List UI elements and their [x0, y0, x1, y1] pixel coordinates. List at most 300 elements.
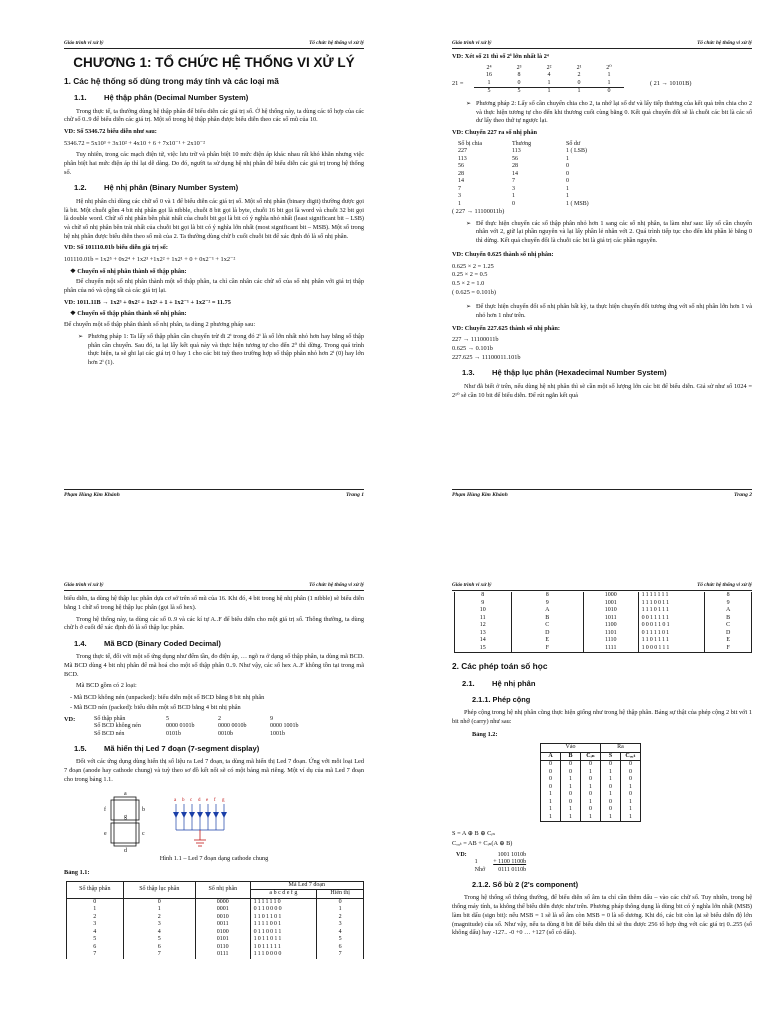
power-table	[474, 65, 624, 96]
cell: 1	[577, 88, 581, 95]
cell: 1	[621, 814, 641, 822]
seven-segment-digit-icon	[100, 791, 160, 853]
section-2-1-heading	[462, 679, 752, 689]
cell: 14	[512, 170, 518, 177]
division-result: ( 227 → 11100011b)	[452, 208, 505, 216]
cell: 1111	[583, 645, 638, 653]
example-label: VD: Số 101110.01b biểu diễn giá trị số:	[64, 244, 168, 252]
subheading: ❖ Chuyển số nhị phân thành số thập phân:	[70, 268, 364, 277]
cell: 5	[166, 715, 169, 722]
cell: 1	[601, 791, 621, 799]
column-header: B	[561, 752, 581, 761]
section-number: 1.1.	[74, 93, 87, 103]
cell: 1	[512, 193, 515, 200]
pin-label: c	[190, 797, 193, 803]
cell: 0	[566, 170, 569, 177]
cell: 5	[67, 936, 124, 944]
segment-label: f	[104, 806, 106, 813]
addition-example	[452, 852, 530, 875]
cell: 0010	[195, 914, 250, 922]
segment-label: d	[124, 847, 127, 853]
cell: 113	[512, 148, 521, 155]
chapter-title: CHƯƠNG 1: TỔ CHỨC HỆ THỐNG VI XỬ LÝ	[73, 55, 355, 71]
pin-label: b	[182, 797, 185, 803]
segment-label: c	[142, 830, 145, 837]
cell: E	[511, 637, 583, 645]
led-row	[455, 600, 752, 608]
cell: 0010b	[218, 730, 233, 737]
led-table	[66, 881, 364, 959]
section-number: 1.5.	[74, 744, 87, 754]
equation: 101110.01b = 1x2⁵ + 0x2⁴ + 1x2³ +1x2² + 1x2¹ + 0 + 0x2⁻¹ + 1x2⁻²	[64, 256, 236, 263]
cell: 10	[455, 607, 512, 615]
cell: 0000 1001b	[270, 723, 299, 730]
cell: 1000111	[638, 645, 705, 653]
cell: 2	[123, 914, 195, 922]
division-row	[454, 156, 616, 164]
division-row	[454, 163, 616, 171]
cell: 113	[458, 155, 467, 162]
example-label: VD:	[456, 851, 467, 858]
division-row	[454, 148, 616, 156]
cell: 0100	[195, 929, 250, 937]
cell: 1	[621, 806, 641, 814]
cell: 0111	[195, 951, 250, 959]
cell: 8	[455, 592, 512, 600]
cell: 1 ( MSB)	[566, 200, 589, 207]
cell: 1101	[583, 630, 638, 638]
cell: 28	[458, 170, 464, 177]
cell: 1	[561, 776, 581, 784]
cell: 56	[512, 155, 518, 162]
cell: 0011	[195, 921, 250, 929]
cell: 4	[547, 72, 551, 79]
cell: 1	[607, 72, 611, 79]
cell: 0	[564, 80, 594, 88]
section-number: 1.4.	[74, 638, 87, 648]
cell: 1010	[583, 607, 638, 615]
cell: 1011011	[250, 936, 317, 944]
pin-label: g	[222, 797, 225, 803]
remainder-row	[474, 88, 624, 96]
cell: 1	[581, 814, 601, 822]
fraction-line: 0.5 × 2 = 1.0	[452, 279, 485, 287]
cell: 1	[601, 776, 621, 784]
section-number: 2.1.	[462, 678, 475, 688]
fraction-note: ➢ Để thực hiện chuyển các số thập phân nhỏ hơn 1 sang các số nhị phân, ta làm như sau: lấy số cần chuyển nhân với 2, giữ lại phần nguyên và lại lấy phần lẻ nhân với 2. Quá trình tiếp tục cho đến khi phần lẻ bằng 0 thì dừng. Kết quả chuyển đổi là chuỗi các bit là giá trị các phần nguyên.	[468, 220, 752, 246]
section-1-heading: 1. Các hệ thống số dùng trong máy tính và các loại mã	[64, 75, 279, 86]
led-row	[455, 630, 752, 638]
cell: 9	[705, 600, 752, 608]
cell: 5	[487, 88, 491, 95]
cell: 0001101	[638, 622, 705, 630]
section-title: Hệ nhị phân (Binary Number System)	[104, 183, 239, 193]
led-header	[67, 881, 364, 890]
page-footer	[64, 489, 364, 500]
led-row	[67, 944, 364, 952]
cell: 0	[561, 769, 581, 777]
cell: 2⁰	[606, 64, 612, 71]
cell: 1000	[583, 592, 638, 600]
column-header: Cᵢₙ	[581, 752, 601, 761]
table-title: Bảng 1.1:	[64, 869, 90, 877]
led-row	[67, 936, 364, 944]
adder-group-header	[541, 744, 641, 753]
cell: A	[705, 607, 752, 615]
section-2-1-2-heading: 2.1.2. Số bù 2 (2's component)	[472, 880, 579, 890]
led-row	[67, 951, 364, 959]
paragraph: Trong thực tế, đối với một số ứng dụng như đếm tần, đo điện áp, … ngõ ra ở dạng số thập phân, ta dùng mã BCD. Mã BCD dùng 4 bit nhị phân để mã hoá cho một số thập phân 0..9. Như vậy, các số hex A..F không tồn tại trong mã BCD.	[64, 653, 364, 678]
adder-row	[541, 791, 641, 799]
cell: 2²	[546, 64, 552, 71]
equation: 5346.72 = 5x10³ + 3x10² + 4x10 + 6 + 7x10⁻¹ + 2x10⁻²	[64, 139, 205, 147]
bcd-type-list	[70, 694, 364, 712]
cell: 1110	[583, 637, 638, 645]
cell: 1011	[583, 615, 638, 623]
example-label: VD:	[64, 715, 76, 723]
list-item: - Mã BCD nén (packed): biểu diễn một số BCD bằng 4 bit nhị phân	[70, 704, 364, 713]
cell: 5	[123, 936, 195, 944]
cell: 5	[517, 88, 521, 95]
cell: 1	[594, 80, 624, 88]
header-right: Tổ chức hệ thống vi xử lý	[309, 40, 364, 46]
cell: 2	[577, 72, 581, 79]
cell: 1	[534, 80, 564, 88]
cell: 2⁴	[486, 64, 492, 71]
cell: 1	[601, 814, 621, 822]
cell: 1	[621, 799, 641, 807]
subheading: ❖ Chuyển số thập phân thành số nhị phân:	[70, 310, 364, 319]
header-right: Tổ chức hệ thống vi xử lý	[697, 40, 752, 46]
paragraph: Phép cộng trong hệ nhị phân cũng thực hiện giống như trong hệ thập phân. Bảng sự thật của phép cộng 2 bit với 1 bit nhớ (carry) như sau:	[452, 709, 752, 725]
cell: 1111001	[250, 921, 317, 929]
led-table-continued	[454, 592, 752, 653]
cell: 0	[607, 88, 611, 95]
cell: 0	[621, 791, 641, 799]
cell: 1	[123, 906, 195, 914]
paragraph: Mã BCD gồm có 2 loại:	[76, 682, 137, 690]
column-header: Số thập lục phân	[123, 881, 195, 898]
led-row	[67, 914, 364, 922]
column-header: Số dư	[566, 140, 581, 147]
seven-segment-figure	[100, 791, 364, 853]
cell: 1	[541, 791, 561, 799]
page-1	[64, 40, 364, 500]
cell: D	[511, 630, 583, 638]
cell: 16	[486, 72, 492, 79]
cell: 14	[455, 637, 512, 645]
fraction-line: 0.625 × 2 = 1.25	[452, 262, 494, 270]
figure-caption: Hình 1.1 – Led 7 đoạn dạng cathode chung	[159, 854, 269, 862]
cell: 0000 0101b	[166, 723, 195, 730]
division-row	[454, 201, 616, 209]
cell: 4	[67, 929, 124, 937]
input-group-header: Vào	[541, 744, 601, 753]
cell: 0	[621, 769, 641, 777]
mixed-line: 227.625 → 11100011.101b	[452, 353, 521, 361]
cell: 0110000	[250, 906, 317, 914]
cell: 1	[541, 806, 561, 814]
cell: 1	[561, 814, 581, 822]
bcd-table	[90, 716, 318, 739]
adder-row	[541, 784, 641, 792]
cell: 0	[601, 761, 621, 769]
cell: 0111101	[638, 630, 705, 638]
mixed-lines	[452, 336, 752, 362]
cell: 1	[541, 799, 561, 807]
section-1-2-heading	[74, 183, 364, 193]
cell: 1 ( LSB)	[566, 148, 587, 155]
section-1-5-heading	[74, 744, 364, 754]
result: ( 21 → 10101B)	[650, 79, 692, 87]
led-row	[455, 615, 752, 623]
cell: 7	[458, 185, 461, 192]
cell: 0110	[195, 944, 250, 952]
pin-label: f	[214, 797, 216, 803]
cell: 2	[218, 715, 221, 722]
cell: 56	[458, 163, 464, 170]
value-row	[474, 72, 624, 80]
cell: 1	[67, 906, 124, 914]
cell: 1	[621, 784, 641, 792]
addition-result: 0111 0110b	[498, 866, 527, 873]
column-header: Số nhị phân	[195, 881, 250, 898]
column-header: Số thập phân	[67, 881, 124, 898]
cell: 1110111	[638, 607, 705, 615]
page-header	[64, 582, 364, 591]
led-row	[455, 592, 752, 600]
cell: 14	[458, 178, 464, 185]
cell: 0	[561, 791, 581, 799]
cell: 0011111	[638, 615, 705, 623]
cell: 1001	[583, 600, 638, 608]
power-table-block	[452, 65, 752, 96]
cell: 0	[601, 806, 621, 814]
cell: 0	[601, 799, 621, 807]
bcd-example	[64, 716, 364, 739]
paragraph: Để chuyển một số thập phân thành số nhị phân, ta dùng 2 phương pháp sau:	[64, 321, 256, 329]
cell: D	[705, 630, 752, 638]
example-label: VD: Chuyển 227 ra số nhị phân	[452, 128, 538, 136]
section-title: Hệ nhị phân	[492, 678, 536, 688]
cell: 1110000	[250, 951, 317, 959]
cell: E	[705, 637, 752, 645]
method-2: ➢ Phương pháp 2: Lấy số cần chuyển chia cho 2, ta nhớ lại số dư và lấy tiếp thương của kết quả trên chia cho 2 và thực hiện tương tự cho đến khi thương cuối cùng bằng 0. Kết quả chuyển đổi sẽ là chuỗi các bit là các số dư lấy theo thứ tự ngược lại.	[468, 100, 752, 126]
column-header: Số bị chia	[458, 140, 482, 147]
bit-row	[474, 80, 624, 88]
cell: 1	[458, 200, 461, 207]
cell: 0	[581, 761, 601, 769]
cell: 0	[561, 761, 581, 769]
cell: 1101101	[250, 914, 317, 922]
cell: 3	[317, 921, 364, 929]
bcd-row	[90, 723, 318, 731]
cell: 0	[512, 200, 515, 207]
operand-b: + 1100 1100b	[493, 859, 527, 866]
cell: 1111110	[250, 898, 317, 906]
header-right: Tổ chức hệ thống vi xử lý	[309, 582, 364, 588]
cell: 2	[317, 914, 364, 922]
cell: 1001b	[270, 730, 285, 737]
cell: 1011111	[250, 944, 317, 952]
cell: 9	[270, 715, 273, 722]
cell: 1	[581, 784, 601, 792]
adder-truth-table	[540, 743, 641, 822]
segment-label: a	[124, 790, 127, 797]
division-table	[454, 141, 616, 209]
adder-row	[541, 776, 641, 784]
cell: 0	[541, 761, 561, 769]
division-row	[454, 171, 616, 179]
led-row	[455, 622, 752, 630]
example-label: VD: Chuyển 0.625 thành số nhị phân:	[452, 250, 554, 258]
cell: 0	[504, 80, 534, 88]
adder-row	[541, 799, 641, 807]
led-row	[455, 637, 752, 645]
column-header: A	[541, 752, 561, 761]
example-label: VD: Xét số 21 thì số 2ⁱ lớn nhất là 2⁴	[452, 53, 549, 61]
mixed-line: 227 → 11100011b	[452, 336, 499, 344]
cell: 1	[474, 80, 504, 88]
cell: 1101111	[638, 637, 705, 645]
cell: 4	[317, 929, 364, 937]
cell: 0	[566, 178, 569, 185]
cell: 6	[67, 944, 124, 952]
cell: 8	[705, 592, 752, 600]
pin-label: d	[198, 797, 201, 803]
cell: 13	[455, 630, 512, 638]
cell: 9	[511, 600, 583, 608]
operand-a: 1001 1010b	[497, 851, 527, 858]
cell: 11	[455, 615, 512, 623]
section-number: 1.3.	[462, 368, 475, 378]
mixed-note: ➢ Để thực hiện chuyển đổi số nhị phân bất kỳ, ta thực hiện chuyển đổi tương ứng với số nhị phân lớn hơn 1 và nhỏ hơn 1 như trên.	[468, 303, 752, 320]
example-label: VD: Số 5346.72 biểu diễn như sau:	[64, 127, 157, 135]
cell: 3	[512, 185, 515, 192]
division-row	[454, 186, 616, 194]
section-title: Mã BCD (Binary Coded Decimal)	[104, 638, 221, 648]
carry-label: Nhớ	[474, 866, 486, 873]
led-row	[455, 645, 752, 653]
cell: 15	[455, 645, 512, 653]
led-row	[67, 906, 364, 914]
cell: 1	[601, 769, 621, 777]
page-footer	[452, 489, 752, 500]
cell: 0001	[195, 906, 250, 914]
example-label: VD: Chuyển 227.625 thành số nhị phân:	[452, 324, 560, 332]
cell: Số BCD không nén	[94, 723, 141, 730]
cell: 0	[67, 898, 124, 906]
cell: 1111111	[638, 592, 705, 600]
cell: 227	[458, 148, 467, 155]
column-header: Thương	[512, 140, 532, 147]
page-header	[452, 582, 752, 591]
column-header: a b c d e f g	[250, 890, 317, 899]
cell: 0	[317, 898, 364, 906]
section-1-1-heading	[74, 93, 364, 103]
cell: 1	[317, 906, 364, 914]
cell: C	[511, 622, 583, 630]
segment-label: b	[142, 806, 145, 813]
segment-label: g	[124, 813, 127, 820]
cell: 1	[561, 784, 581, 792]
section-number: 1.2.	[74, 183, 87, 193]
footer-author: Phạm Hùng Kim Khánh	[64, 492, 120, 499]
pin-label: a	[174, 797, 177, 803]
header-left: Giáo trình vi xử lý	[452, 40, 492, 46]
section-title: Mã hiển thị Led 7 đoạn (7-segment display)	[104, 744, 260, 754]
pin-label: e	[206, 797, 209, 803]
segment-label: e	[104, 830, 107, 837]
cell: 0101	[195, 936, 250, 944]
cell: 8	[517, 72, 521, 79]
cell: 0000 0010b	[218, 723, 247, 730]
led-row	[67, 921, 364, 929]
footer-page: Trang 2	[734, 492, 752, 499]
cell: 6	[123, 944, 195, 952]
cell: 9	[455, 600, 512, 608]
page-3	[64, 582, 364, 1022]
power-row	[474, 65, 624, 73]
adder-row	[541, 814, 641, 822]
header-left: Giáo trình vi xử lý	[64, 582, 104, 588]
fraction-lines	[452, 263, 752, 298]
led-row	[67, 898, 364, 906]
method-1: ➢ Phương pháp 1: Ta lấy số thập phân cần chuyển trừ đi 2ⁱ trong đó 2ⁱ là số lớn nhất nhỏ hơn hay bằng số thập phân cần chuyển. Sau đó, ta lại lấy kết quả này và thực hiện tương tự cho đến 2⁰ thì dừng. Trong quá trình thực hiện, ta sẽ ghi lại các giá trị 0 hay 1 cho các bit tuỳ theo trường hợp số thập phân nhỏ hơn 2ⁱ (0) hay lớn hơn 2ⁱ (1).	[80, 333, 364, 368]
cell: 1	[566, 193, 569, 200]
lhs: 21 =	[452, 79, 464, 87]
paragraph: Trong thực tế, ta thường dùng hệ thập phân để biểu diễn các giá trị số. Ở hệ thống này, ta dùng các tổ hợp của các chữ số 0..9 để biểu diễn các giá trị. Một số trong hệ thập phân được biểu diễn theo các số mũ của 10.	[64, 107, 364, 124]
page-header	[64, 40, 364, 49]
paragraph: Đối với các ứng dụng dùng hiển thị số liệu ra Led 7 đoạn, ta dùng mã hiển thị Led 7 đoạn. Ứng với mỗi loại Led 7 đoạn (anode hay cathode chung) và tuỳ theo sơ đồ kết nối sẽ có một bảng mã riêng. Một ví dụ của mã Led 7 đoạn cho trong bảng 1.1.	[64, 758, 364, 783]
paragraph: biểu diễn, ta dùng hệ thập lục phân dựa cơ sở trên số mũ của 16. Khi đó, 4 bit trong hệ nhị phân (1 nibble) sẽ biểu diễn bằng 1 chữ số trong hệ thập lục phân (gọi là số hex).	[64, 595, 364, 611]
mixed-line: 0.625 → 0.101b	[452, 345, 493, 353]
cell: 0	[561, 799, 581, 807]
cell: 2³	[516, 64, 522, 71]
page-4	[452, 582, 752, 1022]
cell: 3	[67, 921, 124, 929]
column-header: Hiển thị	[317, 890, 364, 899]
cell: 28	[512, 163, 518, 170]
column-header: Cₒᵤₜ	[621, 752, 641, 761]
cell: 5	[317, 936, 364, 944]
cell: 0101b	[166, 730, 181, 737]
adder-row	[541, 769, 641, 777]
column-group-header: Mã Led 7 đoạn	[250, 881, 363, 890]
table-title: Bảng 1.2:	[472, 730, 498, 738]
sum-equation: S = A ⊕ B ⊕ Cᵢₙ	[452, 830, 496, 838]
cell: 7	[317, 951, 364, 959]
cell: 2¹	[576, 64, 582, 71]
cell: 3	[458, 193, 461, 200]
output-group-header: Ra	[601, 744, 641, 753]
list-item: - Mã BCD không nén (unpacked): biểu diễn một số BCD bằng 8 bit nhị phân	[70, 694, 364, 703]
cell: 3	[123, 921, 195, 929]
cell: 7	[123, 951, 195, 959]
adder-row	[541, 806, 641, 814]
footer-page: Trang 1	[346, 492, 364, 499]
cell: 2	[67, 914, 124, 922]
division-row	[454, 178, 616, 186]
cell: Số BCD nén	[94, 730, 125, 737]
section-title: Hệ thập phân (Decimal Number System)	[104, 93, 249, 103]
cell: 4	[123, 929, 195, 937]
cell: 1	[581, 799, 601, 807]
adder-row	[541, 761, 641, 769]
cell: 1110011	[638, 600, 705, 608]
paragraph: Trong hệ thống số thông thường, để biểu diễn số âm ta chỉ cần thêm dấu – vào các chữ số. Tuy nhiên, trong hệ thống máy tính, ta không thể biểu diễn được như trên. Phương pháp thông dụng là dùng bit có ý nghĩa lớn nhất (MSB) làm bit dấu (sign bit): nếu MSB = 1 sẽ là số âm còn MSB = 0 là số dương. Khi đó, các bit còn lại sẽ biểu diễn độ lớn (magnitude) của số. Như vậy, nếu ta dùng 8 bit để biểu diễn thì sẽ thu được 256 tổ hợp ứng với các giá trị 0..255 (số không dấu) hay -127.. -0 +0 … +127 (số có dấu).	[452, 894, 752, 937]
cell: 0	[566, 163, 569, 170]
